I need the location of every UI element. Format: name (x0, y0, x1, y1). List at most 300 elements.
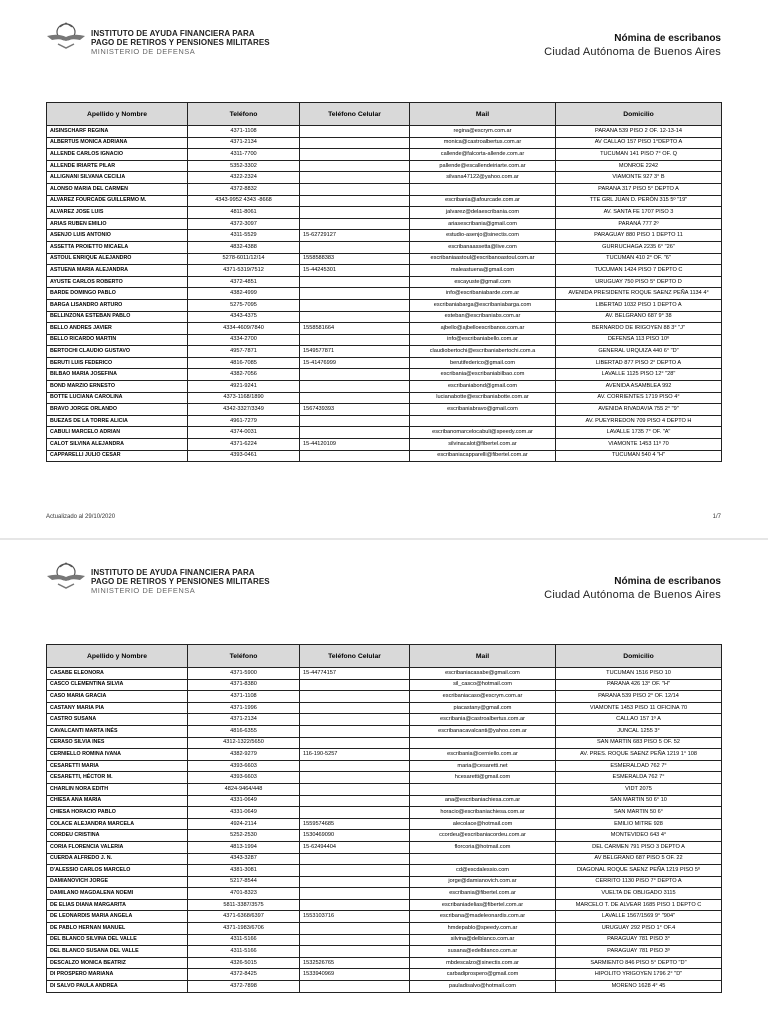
mail-cell: escribaniacapparelli@fibertel.com.ar (410, 450, 556, 462)
name-cell: ALBERTUS MONICA ADRIANA (47, 137, 188, 149)
name-cell: BUEZAS DE LA TORRE ALICIA (47, 415, 188, 427)
name-cell: CASO MARIA GRACIA (47, 691, 188, 703)
phone-cell: 4371-2134 (188, 714, 300, 726)
table-row (47, 783, 722, 795)
mobile-cell (300, 702, 410, 714)
table-row (47, 876, 722, 888)
name-cell: ALLENDE CARLOS IGNACIO (47, 149, 188, 161)
name-cell: CABULI MARCELO ADRIAN (47, 427, 188, 439)
mail-cell: escribaniabond@gmail.com (410, 381, 556, 393)
phone-cell: 4373-1168/1890 (188, 392, 300, 404)
mobile-cell (300, 853, 410, 865)
institute-logo-icon (46, 20, 86, 56)
phone-cell: 4372-8425 (188, 969, 300, 981)
address-cell: VIAMONTE 1453 PISO 11 OFICINA 70 (556, 702, 722, 714)
phone-cell: 5217-8544 (188, 876, 300, 888)
name-cell: ASENJO LUIS ANTONIO (47, 230, 188, 242)
address-cell: PARANÁ 777 2º (556, 218, 722, 230)
mobile-cell (300, 760, 410, 772)
name-cell: ALONSO MARIA DEL CARMEN (47, 183, 188, 195)
mobile-cell (300, 772, 410, 784)
name-cell: CERASO SILVIA INES (47, 737, 188, 749)
mail-cell: estudio-asenjo@sinectis.com (410, 230, 556, 242)
column-header-mail: Mail (410, 103, 556, 126)
table-row (47, 691, 722, 703)
column-header-mobile: Teléfono Celular (300, 645, 410, 668)
phone-cell: 4832-4388 (188, 241, 300, 253)
table-row (47, 172, 722, 184)
mail-cell (410, 853, 556, 865)
mobile-cell (300, 427, 410, 439)
name-cell: DI PROSPERO MARIANA (47, 969, 188, 981)
mobile-cell (300, 679, 410, 691)
mail-cell: escribaniadelias@fibertel.com.ar (410, 899, 556, 911)
mobile-cell: 15-62494404 (300, 841, 410, 853)
address-cell: CERRITO 1130 PISO 7° DEPTO A (556, 876, 722, 888)
institute-name (91, 29, 331, 56)
phone-cell: 4371-2134 (188, 137, 300, 149)
mail-cell: monica@castroalbertus.com.ar (410, 137, 556, 149)
phone-cell: 4393-6603 (188, 760, 300, 772)
mobile-cell (300, 126, 410, 138)
phone-cell: 4816-7085 (188, 357, 300, 369)
table-row (47, 183, 722, 195)
mail-cell: hmdepablo@speedy.com.ar (410, 923, 556, 935)
phone-cell: 4382-4999 (188, 288, 300, 300)
mail-cell: lucianabotte@escribaniabotte.com.ar (410, 392, 556, 404)
name-cell: ASSETTA PROIETTO MICAELA (47, 241, 188, 253)
mail-cell: claudiobertochi@escribaniabertochi.com.a (410, 346, 556, 358)
name-cell: CASTRO SUSANA (47, 714, 188, 726)
table-row (47, 795, 722, 807)
address-cell: AVENIDA ASAMBLEA 992 (556, 381, 722, 393)
mail-cell (410, 183, 556, 195)
table-row (47, 749, 722, 761)
mail-cell: ccordeu@escribaniacordeu.com.ar (410, 830, 556, 842)
address-cell: VIDT 2075 (556, 783, 722, 795)
table-row (47, 207, 722, 219)
address-cell: PARANA 317 PISO 5° DEPTO A (556, 183, 722, 195)
mobile-cell (300, 137, 410, 149)
name-cell: DE ELIAS DIANA MARGARITA (47, 899, 188, 911)
column-header-address: Domicilio (556, 103, 722, 126)
address-cell: AVENIDA RIVADAVIA 755 2° "9" (556, 404, 722, 416)
document-page-2 (0, 540, 768, 1024)
name-cell: BELLINZONA ESTEBAN PABLO (47, 311, 188, 323)
mail-cell (410, 415, 556, 427)
phone-cell: 5352-3302 (188, 160, 300, 172)
table-row (47, 415, 722, 427)
table-row (47, 265, 722, 277)
column-header-mail: Mail (410, 645, 556, 668)
phone-cell: 4382-9279 (188, 749, 300, 761)
mail-cell: escribania@cerniello.com.ar (410, 749, 556, 761)
address-cell: CALLAO 157 1º A (556, 714, 722, 726)
mail-cell: alecolace@hotmail.com (410, 818, 556, 830)
address-cell: PARANA 539 PISO 2° OF. 12/14 (556, 691, 722, 703)
table-row (47, 702, 722, 714)
mobile-cell (300, 981, 410, 993)
mobile-cell (300, 172, 410, 184)
name-cell: DEL BLANCO SILVINA DEL VALLE (47, 934, 188, 946)
phone-cell: 5275-7095 (188, 299, 300, 311)
mobile-cell (300, 218, 410, 230)
mobile-cell (300, 311, 410, 323)
mail-cell: berutifederico@gmail.com (410, 357, 556, 369)
address-cell: SAN MARTIN 50 6° (556, 807, 722, 819)
table-row (47, 311, 722, 323)
institute-name (91, 568, 331, 595)
table-row (47, 404, 722, 416)
page-number: 1/7 (712, 514, 721, 520)
document-subtitle: Ciudad Autónoma de Buenos Aires (544, 589, 721, 601)
name-cell: CASTANY MARIA PIA (47, 702, 188, 714)
phone-cell: 4374-0031 (188, 427, 300, 439)
address-cell: GURRUCHAGA 2235 6° "26" (556, 241, 722, 253)
mobile-cell: 1567439393 (300, 404, 410, 416)
address-cell: DIAGONAL ROQUE SAENZ PEÑA 1219 PISO 5º (556, 865, 722, 877)
table-row (47, 668, 722, 680)
address-cell: AV. CORRIENTES 1719 PISO 4° (556, 392, 722, 404)
phone-cell: 4961-7279 (188, 415, 300, 427)
table-row (47, 137, 722, 149)
name-cell: CHIESA ANA MARIA (47, 795, 188, 807)
mail-cell: horacio@escribaniachiesa.com.ar (410, 807, 556, 819)
mobile-cell (300, 241, 410, 253)
name-cell: CASABE ELEONORA (47, 668, 188, 680)
table-row (47, 946, 722, 958)
phone-cell: 4371-1108 (188, 126, 300, 138)
mail-cell: maria@cesaretti.net (410, 760, 556, 772)
phone-cell: 4312-1322/5650 (188, 737, 300, 749)
table-row (47, 357, 722, 369)
phone-cell: 4326-5015 (188, 957, 300, 969)
address-cell: VUELTA DE OBLIGADO 3115 (556, 888, 722, 900)
updated-date: Actualizado al 29/10/2020 (46, 514, 116, 520)
name-cell: CUERDA ALFREDO J. N. (47, 853, 188, 865)
mail-cell: escribaniabarga@escribaniabarga.com (410, 299, 556, 311)
mail-cell: esteban@escribaniabs.com.ar (410, 311, 556, 323)
mobile-cell (300, 899, 410, 911)
table-row (47, 841, 722, 853)
phone-cell: 4921-9241 (188, 381, 300, 393)
mail-cell: cd@escdalessio.com (410, 865, 556, 877)
name-cell: BERUTI LUIS FEDERICO (47, 357, 188, 369)
address-cell: LAVALLE 1125 PISO 12° "28" (556, 369, 722, 381)
mail-cell (410, 737, 556, 749)
mail-cell: escribania@afourcade.com.ar (410, 195, 556, 207)
phone-cell: 4342-3327/3349 (188, 404, 300, 416)
phone-cell: 4372-4851 (188, 276, 300, 288)
table-row (47, 969, 722, 981)
name-cell: BARGA LISANDRO ARTURO (47, 299, 188, 311)
table-row (47, 288, 722, 300)
phone-cell: 4331-0649 (188, 795, 300, 807)
mail-cell: escribaniacasabe@gmail.com (410, 668, 556, 680)
mail-cell: info@escribaniabello.com.ar (410, 334, 556, 346)
phone-cell: 4393-0461 (188, 450, 300, 462)
mail-cell: hcesaretti@gmail.com (410, 772, 556, 784)
document-title: Nómina de escribanos (614, 576, 721, 587)
name-cell: CORIA FLORENCIA VALERIA (47, 841, 188, 853)
mobile-cell: 1532526765 (300, 957, 410, 969)
phone-cell: 4371-8380 (188, 679, 300, 691)
mail-cell: escribanaassetta@live.com (410, 241, 556, 253)
address-cell: TUCUMAN 1424 PISO 7 DEPTO C (556, 265, 722, 277)
address-cell: AV BELGRANO 687 PISO 5 OF. 22 (556, 853, 722, 865)
column-header-phone: Teléfono (188, 103, 300, 126)
mail-cell: escribania@fibertel.com.ar (410, 888, 556, 900)
address-cell: LAVALLE 1735 7° OF. "A" (556, 427, 722, 439)
mail-cell: escribaniaastoul@escribanoastoul.com.ar (410, 253, 556, 265)
mobile-cell: 15-62729127 (300, 230, 410, 242)
table-row (47, 737, 722, 749)
mail-cell: escayuste@gmail.com (410, 276, 556, 288)
table-row (47, 334, 722, 346)
address-cell: MARCELO T. DE ALVEAR 1685 PISO 1 DEPTO C (556, 899, 722, 911)
mobile-cell: 1558588383 (300, 253, 410, 265)
address-cell: TUCUMAN 540 4 "H" (556, 450, 722, 462)
table-row (47, 679, 722, 691)
address-cell: URUGUAY 292 PISO 1° OF.4 (556, 923, 722, 935)
mail-cell: escribania@castroalbertus.com.ar (410, 714, 556, 726)
phone-cell: 4343-9952 4343 -8668 (188, 195, 300, 207)
name-cell: DE LEONARDIS MARIA ANGELA (47, 911, 188, 923)
table-row (47, 218, 722, 230)
institute-logo-icon (46, 560, 86, 596)
mobile-cell (300, 946, 410, 958)
phone-cell: 4372-8832 (188, 183, 300, 195)
column-header-address: Domicilio (556, 645, 722, 668)
mobile-cell (300, 288, 410, 300)
table-row (47, 299, 722, 311)
table-row (47, 253, 722, 265)
table-row (47, 934, 722, 946)
name-cell: BELLO RICARDO MARTIN (47, 334, 188, 346)
address-cell: LAVALLE 1567/1569 9° "904" (556, 911, 722, 923)
mail-cell: jorge@damianovich.com.ar (410, 876, 556, 888)
org-line-1: INSTITUTO DE AYUDA FINANCIERA PARA (91, 29, 255, 38)
name-cell: AYUSTE CARLOS ROBERTO (47, 276, 188, 288)
address-cell: VIAMONTE 927 3° B (556, 172, 722, 184)
table-row (47, 853, 722, 865)
table-row (47, 381, 722, 393)
notaries-table-page-1 (46, 102, 722, 462)
mail-cell: ajbello@ajbelloescribanos.com.ar (410, 323, 556, 335)
table-row (47, 439, 722, 451)
phone-cell: 4371-1108 (188, 691, 300, 703)
phone-cell: 4311-7700 (188, 149, 300, 161)
address-cell: TUCUMAN 141 PISO 7° OF. Q (556, 149, 722, 161)
mail-cell: escribania@escribaniabilbao.com (410, 369, 556, 381)
address-cell: EMILIO MITRE 928 (556, 818, 722, 830)
name-cell: BOTTE LUCIANA CAROLINA (47, 392, 188, 404)
mobile-cell: 1530469090 (300, 830, 410, 842)
mobile-cell (300, 923, 410, 935)
phone-cell: 4334-2700 (188, 334, 300, 346)
name-cell: CAPPARELLI JULIO CESAR (47, 450, 188, 462)
name-cell: CASCO CLEMENTINA SILVIA (47, 679, 188, 691)
address-cell: MORENO 1628 4° 45 (556, 981, 722, 993)
mail-cell: escribaniabravo@gmail.com (410, 404, 556, 416)
name-cell: DI SALVO PAULA ANDREA (47, 981, 188, 993)
phone-cell: 4334-4609/7840 (188, 323, 300, 335)
phone-cell: 4343-3287 (188, 853, 300, 865)
mail-cell: silvina@delblanco.com.ar (410, 934, 556, 946)
column-header-name: Apellido y Nombre (47, 645, 188, 668)
name-cell: ALVAREZ JOSE LUIS (47, 207, 188, 219)
table-header-row (47, 645, 722, 668)
address-cell: GENERAL URQUIZA 440 6° "D" (556, 346, 722, 358)
table-row (47, 276, 722, 288)
mobile-cell (300, 334, 410, 346)
phone-cell: 4371-1996 (188, 702, 300, 714)
address-cell: URUGUAY 750 PISO 5° DEPTO D (556, 276, 722, 288)
address-cell: AV. PRES. ROQUE SAENZ PEÑA 1219 1° 108 (556, 749, 722, 761)
address-cell: AV CALLAO 157 PISO 1°DEPTO A (556, 137, 722, 149)
name-cell: BOND MARZIO ERNESTO (47, 381, 188, 393)
table-header-row (47, 103, 722, 126)
mobile-cell (300, 795, 410, 807)
table-row (47, 923, 722, 935)
name-cell: CAVALCANTI MARTA INÉS (47, 725, 188, 737)
address-cell: VIAMONTE 1453 11º 70 (556, 439, 722, 451)
mobile-cell: 1533940969 (300, 969, 410, 981)
notaries-table-page-2 (46, 644, 722, 993)
mobile-cell (300, 369, 410, 381)
org-line-2: PAGO DE RETIROS Y PENSIONES MILITARES (91, 38, 270, 47)
name-cell: CESARETTI, HÉCTOR M. (47, 772, 188, 784)
mobile-cell (300, 725, 410, 737)
address-cell: AV. BELGRANO 687 9° 38 (556, 311, 722, 323)
address-cell: AV. SANTA FE 1707 PISO 3 (556, 207, 722, 219)
mail-cell: escribaniacaso@escrym.com.ar (410, 691, 556, 703)
name-cell: CESARETTI MARIA (47, 760, 188, 772)
table-row (47, 195, 722, 207)
table-row (47, 241, 722, 253)
table-row (47, 911, 722, 923)
name-cell: BARDE DOMINGO PABLO (47, 288, 188, 300)
phone-cell: 4371-5900 (188, 668, 300, 680)
mobile-cell (300, 888, 410, 900)
table-row (47, 981, 722, 993)
mobile-cell (300, 195, 410, 207)
table-row (47, 346, 722, 358)
table-row (47, 772, 722, 784)
phone-cell: 4957-7871 (188, 346, 300, 358)
address-cell: AVENIDA PRESIDENTE ROQUE SAENZ PEÑA 1134 4° (556, 288, 722, 300)
phone-cell: 4824-9464/448 (188, 783, 300, 795)
mobile-cell (300, 183, 410, 195)
table-row (47, 957, 722, 969)
name-cell: ARIAS RUBEN EMILIO (47, 218, 188, 230)
mail-cell: escribanacavalcanti@yahoo.com.ar (410, 725, 556, 737)
mobile-cell (300, 450, 410, 462)
phone-cell: 4311-5166 (188, 946, 300, 958)
mail-cell: escribanomarcelocabuli@speedy.com.ar (410, 427, 556, 439)
mail-cell (410, 783, 556, 795)
mobile-cell: 15-44774157 (300, 668, 410, 680)
mobile-cell (300, 865, 410, 877)
address-cell: PARANA 426 13° OF. "H" (556, 679, 722, 691)
address-cell: PARAGUAY 781 PISO 3º (556, 946, 722, 958)
table-row (47, 126, 722, 138)
phone-cell: 4813-1994 (188, 841, 300, 853)
name-cell: DESCALZO MONICA BEATRIZ (47, 957, 188, 969)
name-cell: CERNIELLO ROMINA IVANA (47, 749, 188, 761)
mobile-cell: 1559574685 (300, 818, 410, 830)
phone-cell: 4816-6355 (188, 725, 300, 737)
address-cell: LIBERTAD 877 PISO 2° DEPTO A (556, 357, 722, 369)
mobile-cell (300, 714, 410, 726)
mobile-cell (300, 934, 410, 946)
table-body (47, 668, 722, 993)
phone-cell: 4372-7898 (188, 981, 300, 993)
mail-cell: pauladisalvo@hotmail.com (410, 981, 556, 993)
table-row (47, 725, 722, 737)
address-cell: JUNCAL 1255 3° (556, 725, 722, 737)
phone-cell: 4811-8061 (188, 207, 300, 219)
phone-cell: 4322-2324 (188, 172, 300, 184)
phone-cell: 5278-6011/12/14 (188, 253, 300, 265)
mobile-cell (300, 737, 410, 749)
mobile-cell: 15-41476999 (300, 357, 410, 369)
mobile-cell (300, 299, 410, 311)
mail-cell: escribana@madeleonardis.com.ar (410, 911, 556, 923)
name-cell: ASTUENA MARIA ALEJANDRA (47, 265, 188, 277)
name-cell: CORDEU CRISTINA (47, 830, 188, 842)
mail-cell: ariasescribania@gmail.com (410, 218, 556, 230)
org-line-3: MINISTERIO DE DEFENSA (91, 586, 196, 595)
phone-cell: 4371-6368/6397 (188, 911, 300, 923)
mobile-cell: 116-190-5257 (300, 749, 410, 761)
mail-cell: susana@edelblanco.com.ar (410, 946, 556, 958)
mail-cell: silvana47122@yahoo.com.ar (410, 172, 556, 184)
phone-cell: 4381-3081 (188, 865, 300, 877)
mobile-cell: 1558581664 (300, 323, 410, 335)
org-line-3: MINISTERIO DE DEFENSA (91, 47, 196, 56)
column-header-mobile: Teléfono Celular (300, 103, 410, 126)
address-cell: MONROE 2242 (556, 160, 722, 172)
mail-cell: florcoria@hotmail.com (410, 841, 556, 853)
document-title: Nómina de escribanos (614, 33, 721, 44)
phone-cell: 4924-2114 (188, 818, 300, 830)
table-row (47, 450, 722, 462)
table-row (47, 714, 722, 726)
phone-cell: 4311-5529 (188, 230, 300, 242)
table-row (47, 323, 722, 335)
name-cell: DEL BLANCO SUSANA DEL VALLE (47, 946, 188, 958)
name-cell: DAMIANOVICH JORGE (47, 876, 188, 888)
phone-cell: 4331-0649 (188, 807, 300, 819)
address-cell: HIPOLITO YRIGOYEN 1796 2° "D" (556, 969, 722, 981)
name-cell: BELLO ANDRES JAVIER (47, 323, 188, 335)
phone-cell: 4372-3097 (188, 218, 300, 230)
name-cell: DAMILANO MAGDALENA NOEMI (47, 888, 188, 900)
address-cell: MONTEVIDEO 643 4° (556, 830, 722, 842)
table-row (47, 807, 722, 819)
mail-cell: sil_casco@hotmail.com (410, 679, 556, 691)
mobile-cell: 15-44245301 (300, 265, 410, 277)
phone-cell: 4311-5166 (188, 934, 300, 946)
mobile-cell (300, 783, 410, 795)
phone-cell: 4371-1983/6706 (188, 923, 300, 935)
name-cell: BRAVO JORGE ORLANDO (47, 404, 188, 416)
org-line-2: PAGO DE RETIROS Y PENSIONES MILITARES (91, 577, 270, 586)
mobile-cell (300, 392, 410, 404)
mobile-cell (300, 160, 410, 172)
address-cell: BERNARDO DE IRIGOYEN 88 3° "J" (556, 323, 722, 335)
